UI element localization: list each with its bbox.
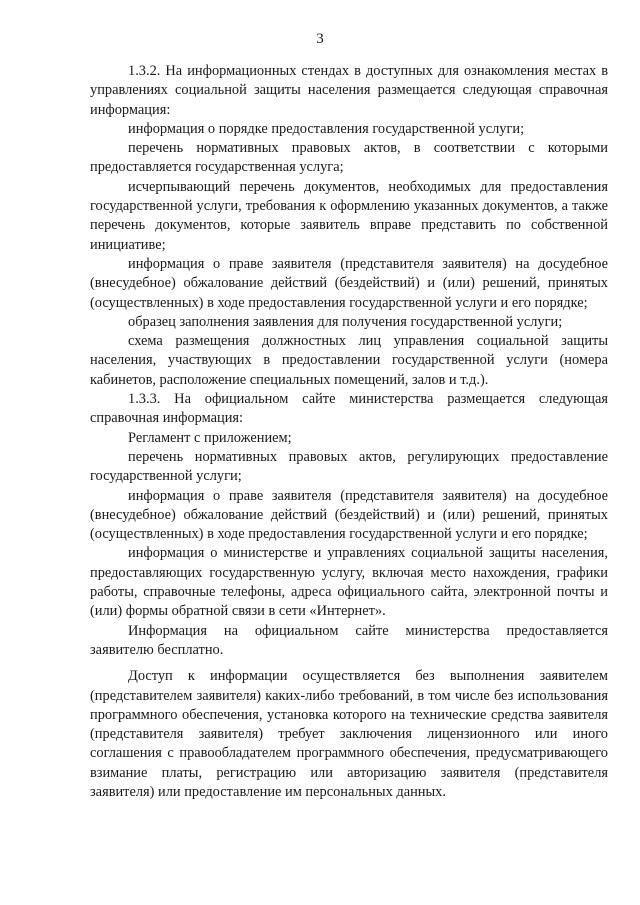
paragraph-list-item: информация о праве заявителя (представителя заявителя) на досудебное (внесудебное) обжалование действий (бездействий) и (или) решений, принятых (осуществленных) в ходе предоставления государственной услуги и его порядке; xyxy=(90,487,608,543)
paragraph-access-info: Доступ к информации осуществляется без выполнения заявителем (представителем заявителя) каких-либо требований, в том числе без использования программного обеспечения, установка которого на технические средства заявителя (представителя заявителя) требует заключения лицензионного или иного соглашения с правообладателем программного обеспечения, предусматривающего взимание платы, регистрацию или авторизацию заявителя (представителя заявителя) или предоставление им персональных данных. xyxy=(90,668,608,800)
paragraph-list-item: информация о министерстве и управлениях социальной защиты населения, предоставляющих государственную услугу, включая место нахождения, графики работы, справочные телефоны, адреса официального сайта, электронной почты и (или) формы обратной связи в сети «Интернет». xyxy=(90,545,608,620)
paragraph-list-item: информация о праве заявителя (представителя заявителя) на досудебное (внесудебное) обжалование действий (бездействий) и (или) решений, принятых (осуществленных) в ходе предоставления государственной услуги и его порядке; xyxy=(90,255,608,311)
paragraph-list-item: образец заполнения заявления для получения государственной услуги; xyxy=(128,313,563,330)
paragraph-list-item: информация о порядке предоставления государственной услуги; xyxy=(128,120,525,137)
page-number: 3 xyxy=(316,31,324,47)
paragraph-list-item: перечень нормативных правовых актов, в соответствии с которыми предоставляется государственная услуга; xyxy=(90,140,608,176)
document-body xyxy=(90,62,608,802)
paragraph-1-3-2: 1.3.2. На информационных стендах в доступных для ознакомления местах в управлениях социальной защиты населения размещается следующая справочная информация: xyxy=(90,63,608,118)
paragraph-list-item: исчерпывающий перечень документов, необходимых для предоставления государственной услуги, требования к оформлению указанных документов, а также перечень документов, которые заявитель вправе представить по собственной инициативе; xyxy=(90,178,608,253)
paragraph-list-item: Регламент с приложением; xyxy=(128,429,292,446)
paragraph-list-item: схема размещения должностных лиц управления социальной защиты населения, участвующих в предоставлении государственной услуги (номера кабинетов, расположение специальных помещений, залов и т.д.). xyxy=(90,333,608,388)
paragraph-list-item: перечень нормативных правовых актов, регулирующих предоставление государственной услуги; xyxy=(90,448,608,485)
paragraph-1-3-3: 1.3.3. На официальном сайте министерства размещается следующая справочная информация: xyxy=(90,391,608,427)
paragraph-free-info: Информация на официальном сайте министерства предоставляется заявителю бесплатно. xyxy=(90,622,608,658)
